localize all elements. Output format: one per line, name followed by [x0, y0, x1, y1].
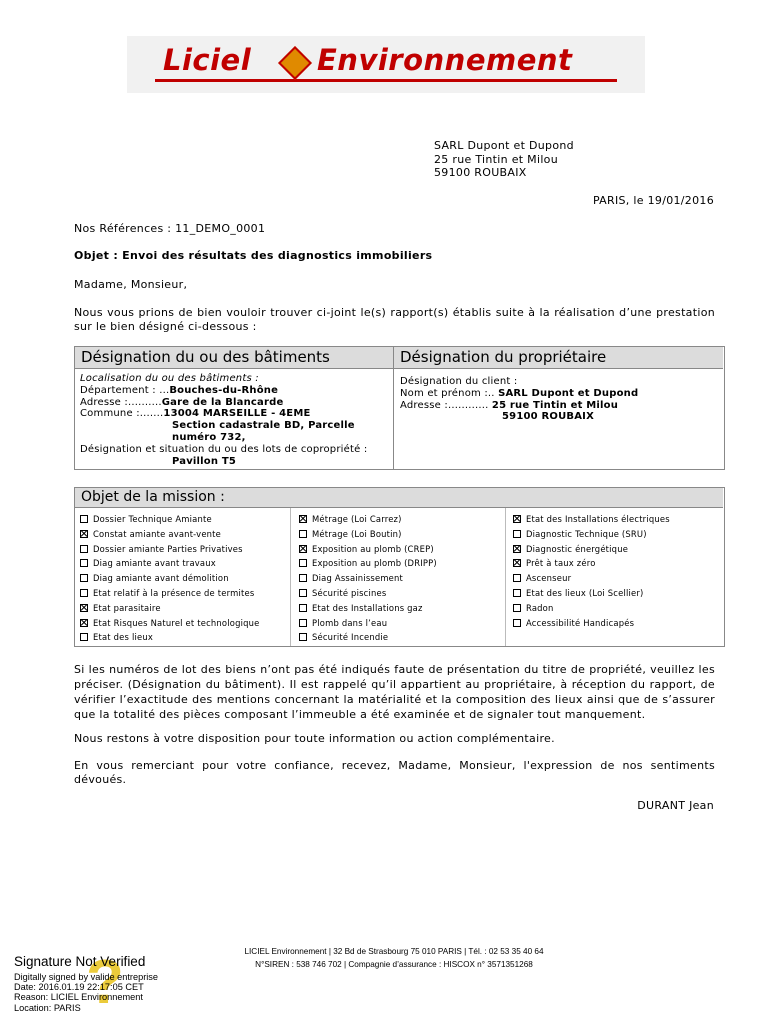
mission-divider-2 — [505, 508, 506, 646]
mission-item — [513, 529, 647, 540]
signature-status: Signature Not Verified — [14, 954, 146, 969]
empty-checkbox-icon — [80, 589, 88, 597]
empty-checkbox-icon — [513, 619, 521, 627]
references: Nos Références : 11_DEMO_0001 — [74, 222, 266, 235]
recipient-line-3: 59100 ROUBAIX — [434, 166, 527, 179]
department-row — [80, 385, 390, 397]
mission-item-label: Constat amiante avant-vente — [93, 528, 222, 539]
signature-location: Location: PARIS — [14, 1002, 81, 1013]
availability-paragraph: Nous restons à votre disposition pour toute information ou action complémentaire. — [74, 732, 555, 745]
checked-checkbox-icon — [513, 559, 521, 567]
footer-line-2: N°SIREN : 538 746 702 | Compagnie d’assurance : HISCOX n° 3571351268 — [255, 960, 533, 969]
department-label: Département : ... — [80, 384, 170, 396]
mission-item — [513, 603, 554, 614]
signature-date: Date: 2016.01.19 22:17:05 CET — [14, 982, 144, 993]
mission-item — [299, 544, 434, 555]
department-value: Bouches-du-Rhône — [169, 384, 279, 396]
owner-address-row — [400, 400, 638, 412]
mission-item — [513, 573, 571, 584]
mission-heading: Objet de la mission : — [75, 488, 723, 508]
mission-item — [80, 573, 229, 584]
empty-checkbox-icon — [299, 604, 307, 612]
mission-item — [299, 603, 423, 614]
checked-checkbox-icon — [299, 545, 307, 553]
commune-label: Commune :....... — [80, 408, 164, 420]
checked-checkbox-icon — [513, 515, 521, 523]
closing-paragraph: En vous remerciant pour votre confiance, recevez, Madame, Monsieur, l'expression de nos sentiments dévoués. — [74, 759, 715, 786]
mission-item-label: Exposition au plomb (DRIPP) — [312, 558, 437, 569]
recipient-line-1: SARL Dupont et Dupond — [434, 139, 574, 152]
mission-item-label: Prêt à taux zéro — [526, 558, 596, 569]
subject-line: Objet : Envoi des résultats des diagnostics immobiliers — [74, 249, 433, 262]
signer-name: DURANT Jean — [637, 799, 714, 812]
mission-item-label: Exposition au plomb (CREP) — [312, 543, 434, 554]
mission-item — [513, 514, 670, 525]
mission-item — [299, 632, 388, 643]
mission-item-label: Métrage (Loi Carrez) — [312, 514, 402, 524]
lots-label: Désignation et situation du ou des lots de copropriété : — [80, 443, 368, 455]
empty-checkbox-icon — [80, 574, 88, 582]
checked-checkbox-icon — [80, 604, 88, 612]
empty-checkbox-icon — [80, 545, 88, 553]
checked-checkbox-icon — [80, 530, 88, 538]
recipient-line-2: 25 rue Tintin et Milou — [434, 152, 558, 166]
salutation: Madame, Monsieur, — [74, 278, 188, 291]
company-logo — [127, 36, 645, 93]
recipient-address — [434, 139, 574, 180]
owner-name-value: SARL Dupont et Dupond — [498, 387, 639, 399]
mission-divider-1 — [290, 508, 291, 646]
mission-item-label: Sécurité piscines — [312, 588, 387, 598]
empty-checkbox-icon — [299, 633, 307, 641]
mission-item-label: Dossier amiante Parties Privatives — [93, 543, 243, 554]
mission-item-label: Etat Risques Naturel et technologique — [93, 617, 260, 628]
mission-item — [299, 573, 403, 584]
mission-item — [80, 603, 161, 614]
mission-item — [513, 588, 644, 599]
checked-checkbox-icon — [299, 515, 307, 523]
owner-heading: Désignation du propriétaire — [394, 347, 723, 369]
footer-line-1: LICIEL Environnement | 32 Bd de Strasbourg 75 010 PARIS | Tél. : 02 53 35 40 64 — [244, 947, 544, 956]
owner-details — [400, 376, 638, 423]
mission-item-label: Etat des Installations gaz — [312, 602, 423, 613]
client-label: Désignation du client : — [400, 376, 518, 387]
mission-item — [80, 588, 254, 599]
empty-checkbox-icon — [513, 574, 521, 582]
owner-address-value-1: 25 rue Tintin et Milou — [491, 399, 619, 411]
buildings-details — [80, 373, 390, 467]
empty-checkbox-icon — [299, 574, 307, 582]
date-line: PARIS, le 19/01/2016 — [592, 194, 714, 207]
mission-item-label: Diag Assainissement — [312, 573, 404, 584]
mission-item-label: Etat relatif à la présence de termites — [93, 588, 255, 598]
lots-notice-paragraph: Si les numéros de lot des biens n’ont pas été indiqués faute de présentation du titre de propriété, veuillez les préciser. (Désignation du bâtiment). Il est rappelé qu’il appartient au propriétaire, à réception du rapport, de vérifier l’exactitude des mentions concernant la matérialité et la composition des lieux ainsi que de s’assurer que la totalité des pièces composant l’immeuble a été examinée et de signaler tout manquement. — [74, 663, 715, 721]
buildings-location-label: Localisation du ou des bâtiments : — [80, 373, 259, 384]
logo-word-2: Environnement — [317, 43, 573, 77]
commune-row — [80, 408, 390, 420]
cadastral-section-1: Section cadastrale BD, Parcelle — [172, 420, 355, 432]
buildings-heading: Désignation du ou des bâtiments — [75, 347, 393, 369]
mission-item — [80, 514, 212, 525]
address-row — [80, 397, 390, 409]
mission-item-label: Dossier Technique Amiante — [93, 514, 212, 524]
empty-checkbox-icon — [299, 619, 307, 627]
mission-item — [80, 618, 260, 629]
mission-item-label: Diagnostic Technique (SRU) — [526, 528, 647, 539]
mission-item — [80, 544, 243, 555]
mission-item — [80, 558, 216, 569]
mission-item — [299, 558, 437, 569]
mission-item — [513, 558, 596, 569]
logo-word-1: Liciel — [163, 43, 252, 77]
owner-name-label: Nom et prénom :.. — [400, 387, 495, 399]
empty-checkbox-icon — [80, 559, 88, 567]
mission-item — [513, 544, 628, 555]
mission-item — [299, 618, 387, 629]
intro-paragraph: Nous vous prions de bien vouloir trouver ci-joint le(s) rapport(s) établis suite à la réalisation d’une prestation sur le bien désigné ci-dessous : — [74, 306, 715, 333]
mission-item — [299, 588, 386, 599]
empty-checkbox-icon — [513, 604, 521, 612]
address-value: Gare de la Blancarde — [161, 396, 284, 408]
empty-checkbox-icon — [80, 515, 88, 523]
mission-item-label: Etat des lieux (Loi Scellier) — [526, 588, 644, 598]
logo-underline — [155, 79, 617, 82]
address-label: Adresse :.......... — [80, 396, 162, 408]
lots-value: Pavillon T5 — [172, 455, 237, 467]
owner-name-row — [400, 388, 638, 400]
digital-signature-stamp[interactable] — [14, 948, 184, 1018]
mission-item — [513, 618, 634, 629]
empty-checkbox-icon — [513, 530, 521, 538]
mission-item-label: Radon — [526, 602, 554, 613]
mission-item-label: Métrage (Loi Boutin) — [312, 528, 402, 539]
mission-item — [80, 529, 221, 540]
mission-item-label: Etat parasitaire — [93, 602, 161, 613]
signature-reason: Reason: LICIEL Environnement — [14, 992, 143, 1003]
mission-item-label: Etat des lieux — [93, 632, 154, 643]
cadastral-section-2: numéro 732, — [172, 431, 246, 443]
empty-checkbox-icon — [299, 530, 307, 538]
mission-item-label: Ascenseur — [526, 573, 572, 584]
logo-diamond-icon — [278, 46, 312, 80]
empty-checkbox-icon — [299, 589, 307, 597]
signature-details — [14, 972, 158, 1013]
mission-item-label: Sécurité Incendie — [312, 632, 389, 643]
mission-item-label: Diagnostic énergétique — [526, 543, 629, 554]
signature-signed-by: Digitally signed by valide entreprise — [14, 972, 159, 982]
mission-item-label: Diag amiante avant travaux — [93, 558, 216, 569]
signature-question-mark-icon: ? — [86, 948, 124, 1017]
mission-item-label: Etat des Installations électriques — [526, 514, 670, 524]
commune-value: 13004 MARSEILLE - 4EME — [163, 408, 311, 420]
owner-address-label: Adresse :............ — [400, 399, 489, 411]
mission-item — [299, 514, 402, 525]
empty-checkbox-icon — [299, 559, 307, 567]
mission-item — [80, 632, 153, 643]
checked-checkbox-icon — [513, 545, 521, 553]
empty-checkbox-icon — [513, 589, 521, 597]
checked-checkbox-icon — [80, 619, 88, 627]
mission-item-label: Plomb dans l’eau — [312, 617, 388, 628]
mission-item — [299, 529, 402, 540]
mission-item-label: Diag amiante avant démolition — [93, 573, 229, 584]
empty-checkbox-icon — [80, 633, 88, 641]
mission-item-label: Accessibilité Handicapés — [526, 617, 635, 628]
owner-address-value-2: 59100 ROUBAIX — [502, 411, 594, 423]
